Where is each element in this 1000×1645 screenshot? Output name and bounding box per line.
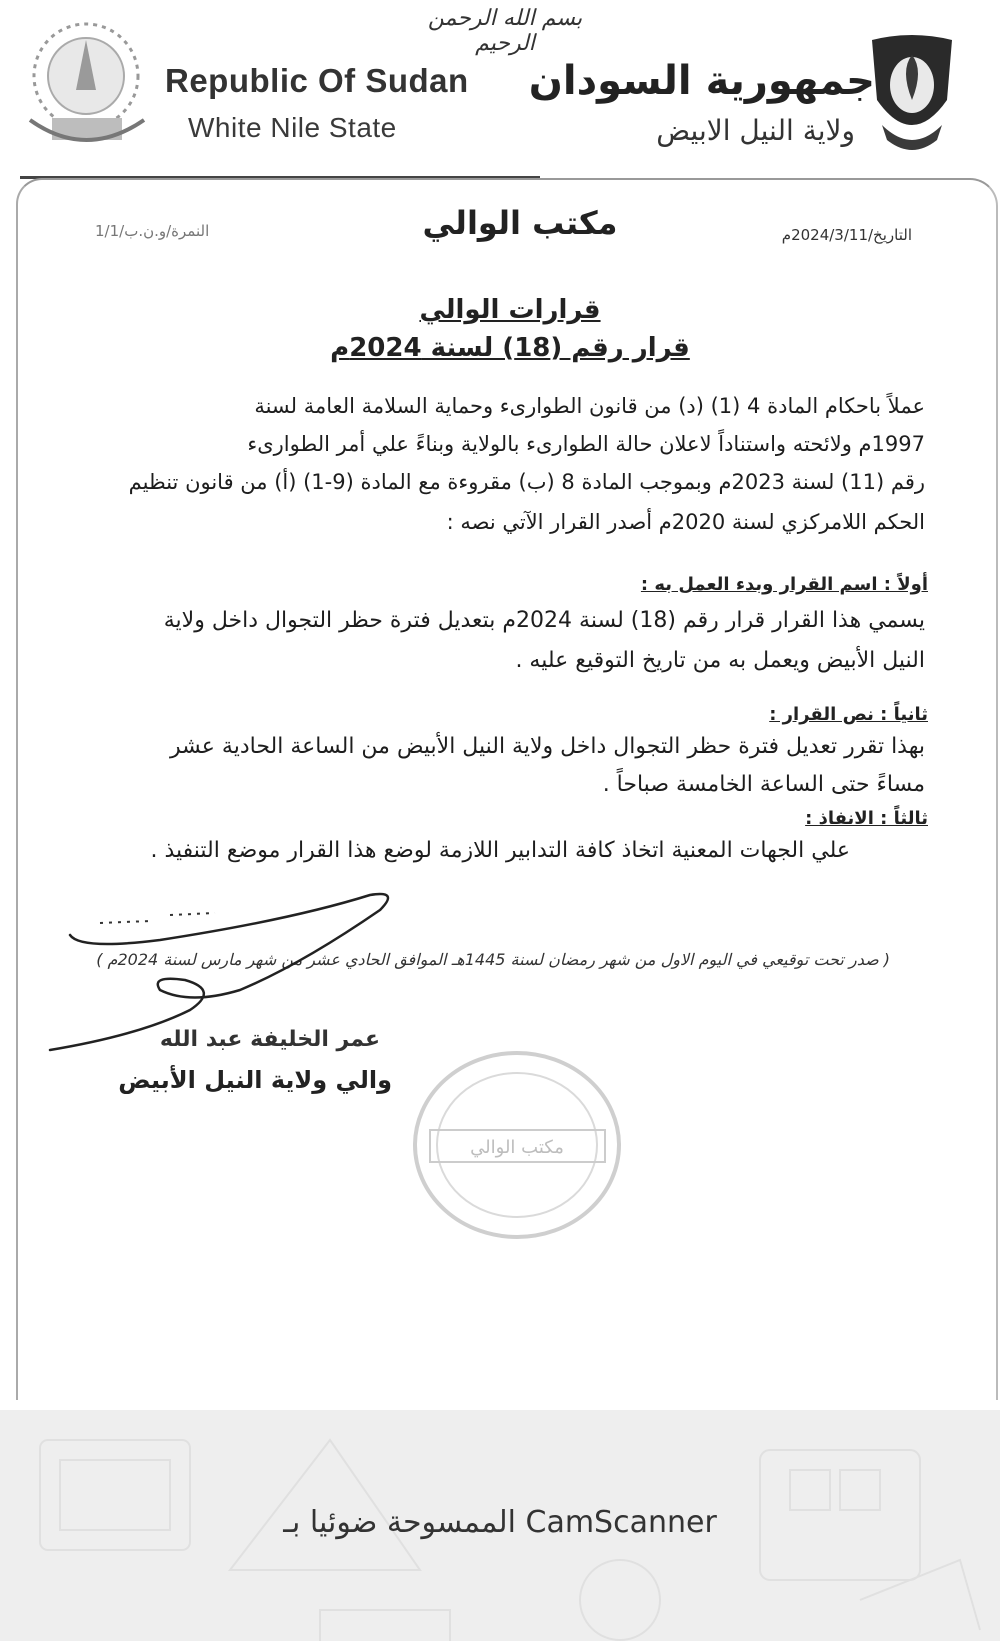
state-emblem-logo — [22, 10, 152, 150]
governor-title: والي ولاية النيل الأبيض — [118, 1066, 392, 1094]
sudan-eagle-emblem — [862, 30, 962, 160]
preamble-line: الحكم اللامركزي لسنة 2020م أصدر القرار الآتي نصه : — [446, 510, 925, 534]
issued-note: ( صدر تحت توقيعي في اليوم الاول من شهر رمضان لسنة 1445هـ الموافق الحادي عشر من شهر مارس لسنة 2024م ) — [96, 950, 890, 969]
stamp-text: مكتب الوالي — [470, 1137, 564, 1158]
document-reference: النمرة/و.ن.ب/1/1 — [95, 222, 210, 240]
camscanner-text: الممسوحة ضوئيا بـ CamScanner — [283, 1505, 717, 1540]
preamble-line: 1997م ولائحته واستناداً لاعلان حالة الطوارىء بالولاية وبناءً علي أمر الطوارىء — [247, 432, 925, 456]
governor-name: عمر الخليفة عبد الله — [159, 1027, 380, 1052]
office-title: مكتب الوالي — [422, 204, 618, 242]
section2-line: مساءً حتى الساعة الخامسة صباحاً . — [602, 772, 925, 797]
section3-line: علي الجهات المعنية اتخاذ كافة التدابير اللازمة لوضع هذا القرار موضع التنفيذ . — [150, 838, 850, 863]
section3-heading: ثالثاً : الانفاذ : — [805, 808, 928, 829]
section2-line: بهذا تقرر تعديل فترة حظر التجوال داخل ولاية النيل الأبيض من الساعة الحادية عشر — [170, 734, 925, 759]
document-date: التاريخ/2024/3/11م — [781, 226, 912, 244]
decisions-title: قرارات الوالي — [419, 295, 601, 325]
english-title: Republic Of Sudan — [165, 62, 469, 99]
section1-line: يسمي هذا القرار قرار رقم (18) لسنة 2024م بتعديل فترة حظر التجوال داخل ولاية — [163, 608, 925, 633]
section1-line: النيل الأبيض ويعمل به من تاريخ التوقيع عليه . — [515, 648, 925, 673]
section1-heading: أولاً : اسم القرار وبدء العمل به : — [640, 574, 928, 595]
basmala: بسم الله الرحمن الرحيم — [427, 6, 583, 56]
preamble-line: رقم (11) لسنة 2023م وبموجب المادة 8 (ب) مقروءة مع المادة (9-1) (أ) من قانون تنظيم — [128, 470, 925, 494]
decision-number: قرار رقم (18) لسنة 2024م — [330, 333, 690, 363]
official-stamp — [405, 1045, 630, 1245]
preamble-line: عملاً باحكام المادة 4 (1) (د) من قانون الطوارىء وحماية السلامة العامة لسنة — [254, 394, 925, 418]
english-subtitle: White Nile State — [188, 112, 397, 143]
arabic-subtitle: ولاية النيل الابيض — [656, 114, 855, 147]
arabic-title: جمهورية السودان — [528, 58, 875, 104]
section2-heading: ثانياً : نص القرار : — [769, 704, 928, 725]
